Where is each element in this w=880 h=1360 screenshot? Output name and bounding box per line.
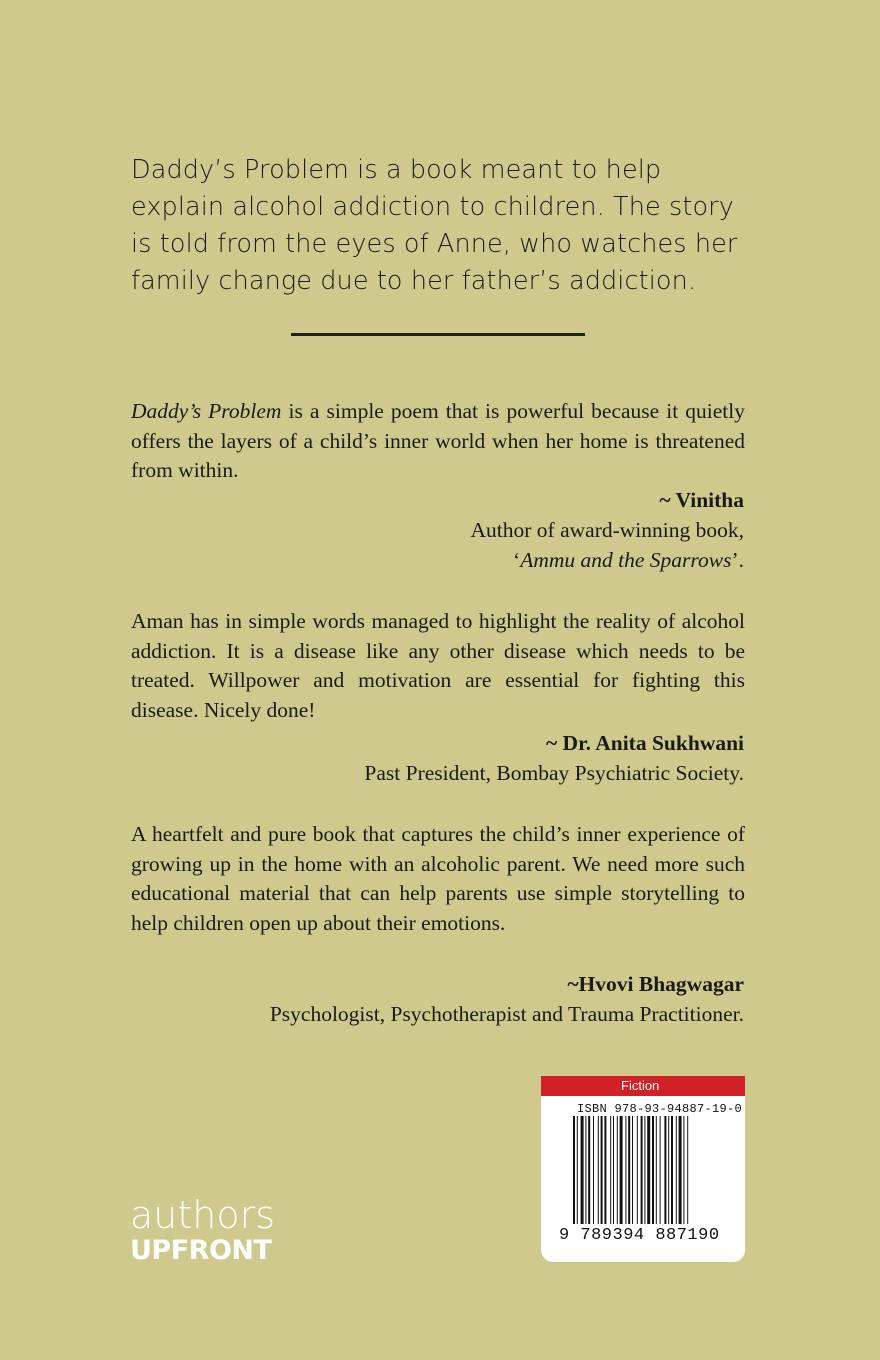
review-3-author: ~Hvovi Bhagwagar xyxy=(567,972,744,996)
barcode-digits: 9 789394 887190 xyxy=(559,1226,720,1245)
publisher-logo xyxy=(130,1193,276,1266)
review-1-body: is a simple poem that is powerful because it quietly offers the layers of a child’s inner world when her home is threatened from within. xyxy=(131,399,745,483)
publisher-logo-line1: authors xyxy=(130,1193,276,1237)
review-1-credit-book-title: Ammu and the Sparrows xyxy=(520,548,732,572)
review-1-credit-book: ‘Ammu and the Sparrows’. xyxy=(513,548,744,572)
review-3-text: A heartfelt and pure book that captures the child’s inner experience of growing up in the home with an alcoholic parent. We need more such educational material that can help parents use simple storytelling to help children open up about their emotions. xyxy=(131,822,745,936)
publisher-logo-line2: UPFRONT xyxy=(130,1235,272,1266)
review-2-author: ~ Dr. Anita Sukhwani xyxy=(546,731,744,755)
review-1-credit: Author of award-winning book, xyxy=(470,518,744,542)
back-cover-blurb: Daddy’s Problem is a book meant to help explain alcohol addiction to children. The story is told from the eyes of Anne, who watches her family change due to her father’s addiction. xyxy=(131,155,738,296)
review-1-book-title: Daddy’s Problem xyxy=(131,399,282,423)
barcode-icon xyxy=(573,1116,723,1236)
review-3-credit: Psychologist, Psychotherapist and Trauma Practitioner. xyxy=(269,1002,744,1026)
isbn-label: ISBN 978-93-94887-19-0 xyxy=(577,1102,743,1116)
review-2-credit: Past President, Bombay Psychiatric Society. xyxy=(364,761,744,785)
review-2-text: Aman has in simple words managed to highlight the reality of alcohol addiction. It is a disease like any other disease which needs to be treated. Willpower and motivation are essential for fighting this disease. Nicely done! xyxy=(131,609,745,723)
barcode-panel xyxy=(541,1076,745,1262)
review-1-author: ~ Vinitha xyxy=(659,488,744,512)
genre-band: Fiction xyxy=(541,1076,745,1096)
review-1-text xyxy=(131,397,745,486)
divider-line xyxy=(291,333,585,336)
